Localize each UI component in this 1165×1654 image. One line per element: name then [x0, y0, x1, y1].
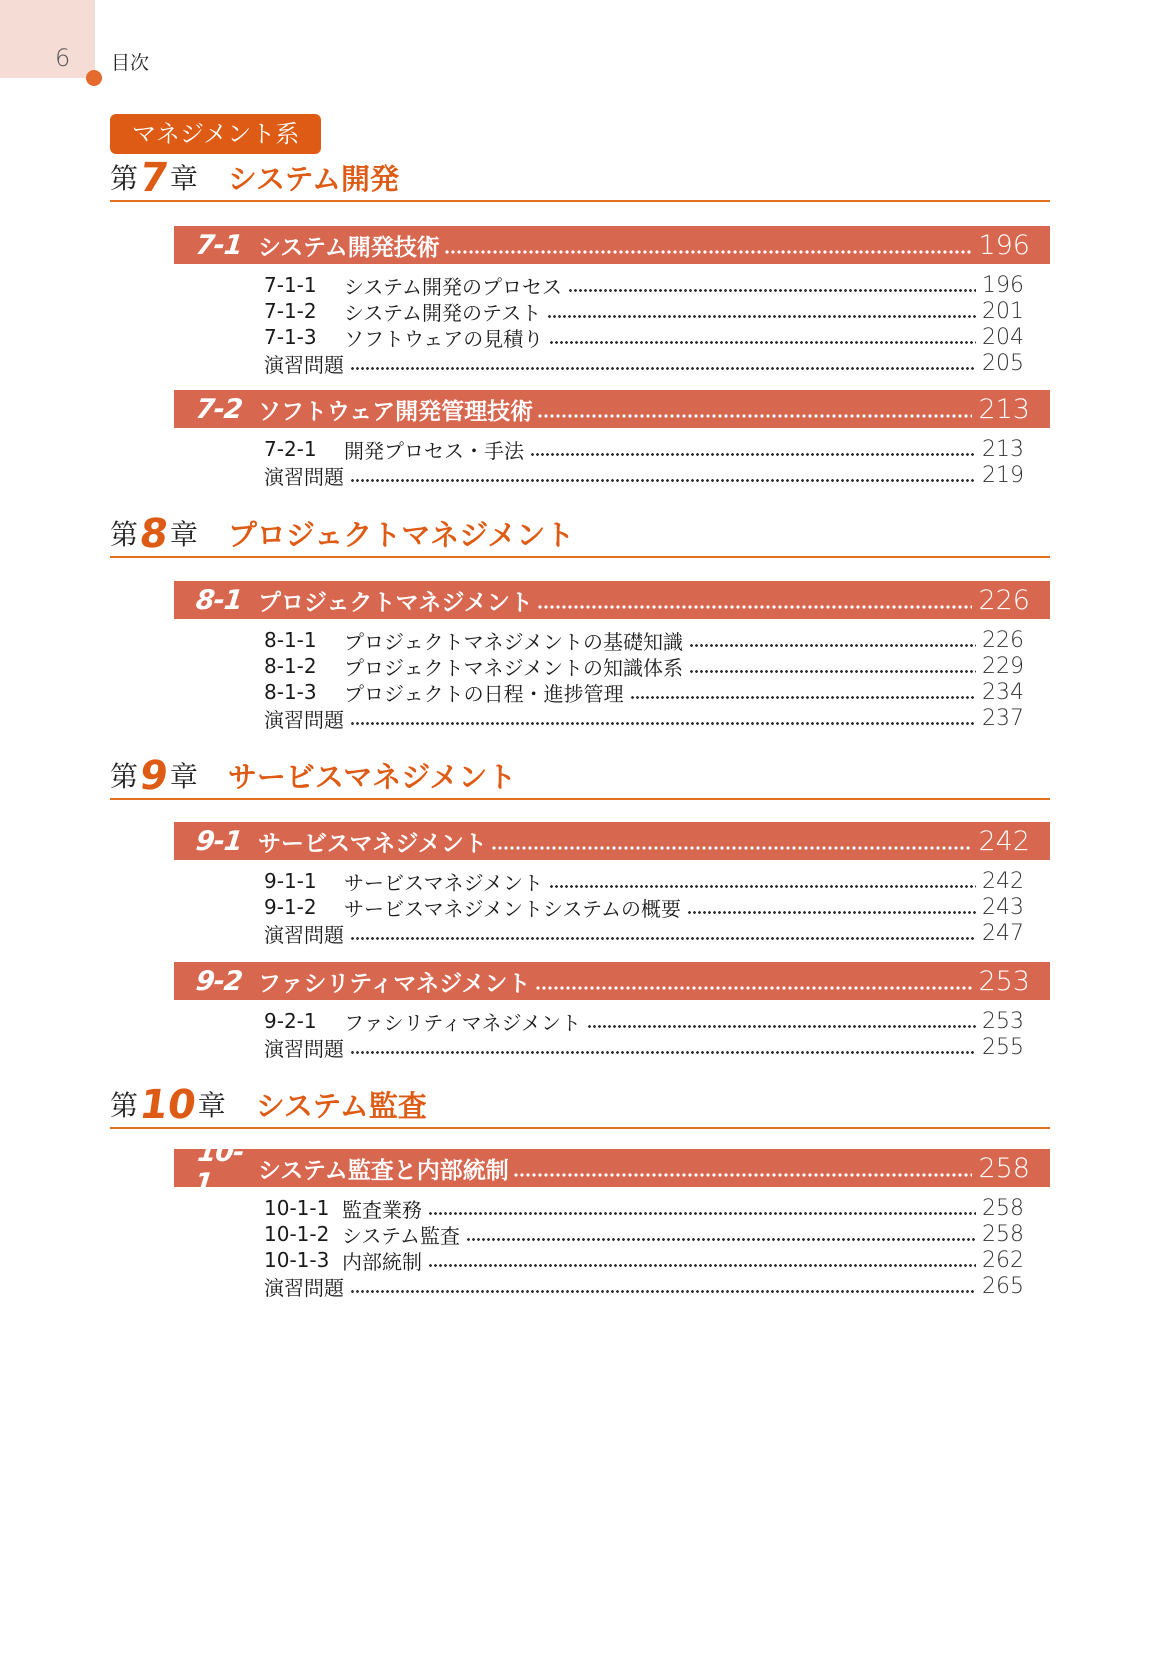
entry-page: 242 — [982, 868, 1024, 894]
section-page: 196 — [978, 229, 1030, 261]
page-number: 6 — [55, 44, 71, 72]
toc-entry[interactable] — [264, 298, 1024, 324]
leader-dots — [689, 643, 976, 648]
toc-entry-exercise[interactable] — [264, 1034, 1024, 1060]
entry-page: 205 — [982, 350, 1024, 376]
section-number: 9-1 — [194, 825, 244, 857]
chapter-title: システム監査 — [255, 1089, 427, 1123]
entry-title: プロジェクトの日程・進捗管理 — [344, 681, 624, 706]
entry-title: サービスマネジメントシステムの概要 — [344, 896, 681, 921]
entry-page: 265 — [982, 1273, 1024, 1299]
toc-entry[interactable] — [264, 1247, 1024, 1273]
leader-dots — [547, 314, 976, 319]
chapter-heading-7[interactable] — [110, 155, 1050, 202]
section-number: 7-1 — [194, 229, 244, 261]
entry-number: 8-1-3 — [264, 680, 317, 704]
toc-entry[interactable] — [264, 894, 1024, 920]
entry-number: 7-2-1 — [264, 437, 317, 461]
entry-page: 229 — [982, 653, 1024, 679]
section-number: 8-1 — [194, 584, 244, 616]
section-10-1[interactable] — [174, 1137, 1050, 1199]
entry-number: 9-2-1 — [264, 1009, 317, 1033]
toc-entry[interactable] — [264, 627, 1024, 653]
chapter-title: システム開発 — [227, 162, 399, 196]
leader-dots — [444, 249, 973, 255]
chapter-number: 9 — [136, 753, 172, 799]
leader-dots — [530, 452, 976, 457]
leader-dots — [350, 1289, 976, 1294]
leader-dots — [687, 910, 976, 915]
chapter-prefix: 第 — [110, 760, 139, 793]
entry-title: 演習問題 — [264, 1275, 344, 1300]
leader-dots — [537, 413, 972, 419]
leader-dots — [535, 985, 973, 991]
entry-page: 255 — [982, 1034, 1024, 1060]
section-title: システム監査と内部統制 — [258, 1157, 509, 1184]
leader-dots — [568, 288, 976, 293]
category-badge: マネジメント系 — [110, 114, 321, 154]
entry-number: 10-1-2 — [264, 1222, 330, 1246]
entry-page: 262 — [982, 1247, 1024, 1273]
toc-entry[interactable] — [264, 868, 1024, 894]
entry-title: 内部統制 — [342, 1249, 422, 1274]
toc-entry[interactable] — [264, 679, 1024, 705]
entry-number: 7-1-3 — [264, 325, 317, 349]
entry-number: 9-1-1 — [264, 869, 317, 893]
leader-dots — [350, 366, 976, 371]
section-title: システム開発技術 — [258, 234, 440, 261]
leader-dots — [350, 721, 976, 726]
toc-label: 目次 — [111, 52, 150, 74]
section-page: 213 — [978, 393, 1030, 425]
entry-title: システム開発のプロセス — [344, 274, 562, 299]
entry-title: 演習問題 — [264, 464, 344, 489]
chapter-title: プロジェクトマネジメント — [227, 518, 575, 552]
entry-page: 226 — [982, 627, 1024, 653]
entry-page: 247 — [982, 920, 1024, 946]
entry-page: 258 — [982, 1221, 1024, 1247]
section-page: 242 — [978, 825, 1030, 857]
leader-dots — [513, 1172, 973, 1178]
leader-dots — [537, 604, 973, 610]
entry-page: 243 — [982, 894, 1024, 920]
leader-dots — [350, 478, 976, 483]
section-number: 9-2 — [194, 965, 244, 997]
toc-entry[interactable] — [264, 272, 1024, 298]
entry-number: 9-1-2 — [264, 895, 317, 919]
chapter-heading-10[interactable] — [110, 1082, 1050, 1129]
chapter-number: 7 — [136, 155, 172, 201]
entry-title: システム開発のテスト — [344, 300, 542, 325]
entry-page: 204 — [982, 324, 1024, 350]
entry-page: 258 — [982, 1195, 1024, 1221]
entry-page: 234 — [982, 679, 1024, 705]
entry-number: 10-1-3 — [264, 1248, 330, 1272]
section-8-1[interactable] — [174, 581, 1050, 619]
section-title: ファシリティマネジメント — [258, 970, 531, 997]
leader-dots — [466, 1237, 976, 1242]
section-title: プロジェクトマネジメント — [258, 589, 533, 616]
chapter-number: 10 — [136, 1082, 199, 1128]
entry-number: 10-1-1 — [264, 1196, 330, 1220]
entry-title: 演習問題 — [264, 707, 344, 732]
leader-dots — [428, 1211, 976, 1216]
leader-dots — [689, 669, 976, 674]
section-7-2[interactable] — [174, 390, 1050, 428]
section-title: サービスマネジメント — [258, 830, 487, 857]
leader-dots — [549, 340, 976, 345]
chapter-title: サービスマネジメント — [227, 760, 517, 794]
page-corner-tab — [0, 0, 95, 78]
entry-title: 開発プロセス・手法 — [344, 438, 524, 463]
entry-page: 201 — [982, 298, 1024, 324]
chapter-suffix: 章 — [197, 1089, 226, 1122]
entry-page: 219 — [982, 462, 1024, 488]
leader-dots — [428, 1263, 976, 1268]
section-number: 7-2 — [194, 393, 244, 425]
toc-entry-exercise[interactable] — [264, 350, 1024, 376]
section-9-2[interactable] — [174, 962, 1050, 1000]
entry-page: 213 — [982, 436, 1024, 462]
section-title: ソフトウェア開発管理技術 — [258, 398, 534, 425]
toc-entry[interactable] — [264, 324, 1024, 350]
leader-dots — [630, 695, 976, 700]
entry-title: 演習問題 — [264, 922, 344, 947]
entry-title: ファシリティマネジメント — [344, 1010, 581, 1035]
chapter-suffix: 章 — [169, 162, 198, 195]
entry-page: 237 — [982, 705, 1024, 731]
entry-page: 196 — [982, 272, 1024, 298]
chapter-prefix: 第 — [110, 518, 139, 551]
entry-title: プロジェクトマネジメントの知識体系 — [344, 655, 683, 680]
entry-number: 7-1-1 — [264, 273, 317, 297]
chapter-heading-8[interactable] — [110, 511, 1050, 558]
leader-dots — [350, 1050, 976, 1055]
leader-dots — [587, 1024, 976, 1029]
toc-entry[interactable] — [264, 653, 1024, 679]
chapter-heading-9[interactable] — [110, 753, 1050, 800]
toc-entry[interactable] — [264, 436, 1024, 462]
toc-entry-exercise[interactable] — [264, 462, 1024, 488]
chapter-number: 8 — [136, 511, 172, 557]
entry-title: 監査業務 — [342, 1197, 422, 1222]
leader-dots — [350, 936, 976, 941]
entry-number: 7-1-2 — [264, 299, 317, 323]
chapter-prefix: 第 — [110, 162, 139, 195]
entry-title: プロジェクトマネジメントの基礎知識 — [344, 629, 683, 654]
section-7-1[interactable] — [174, 226, 1050, 264]
section-number: 10-1 — [192, 1137, 246, 1199]
section-page: 253 — [978, 965, 1030, 997]
toc-entry[interactable] — [264, 1221, 1024, 1247]
entry-title: 演習問題 — [264, 1036, 344, 1061]
toc-entry-exercise[interactable] — [264, 705, 1024, 731]
leader-dots — [549, 884, 976, 889]
leader-dots — [491, 845, 973, 851]
entry-title: 演習問題 — [264, 352, 344, 377]
chapter-suffix: 章 — [169, 518, 198, 551]
chapter-suffix: 章 — [169, 760, 198, 793]
section-9-1[interactable] — [174, 822, 1050, 860]
toc-entry[interactable] — [264, 1195, 1024, 1221]
toc-entry-exercise[interactable] — [264, 920, 1024, 946]
entry-title: サービスマネジメント — [344, 870, 543, 895]
section-page: 258 — [978, 1152, 1030, 1184]
toc-entry[interactable] — [264, 1008, 1024, 1034]
entry-title: システム監査 — [342, 1223, 460, 1248]
page-marker-dot — [86, 70, 102, 86]
chapter-prefix: 第 — [110, 1089, 139, 1122]
toc-entry-exercise[interactable] — [264, 1273, 1024, 1299]
entry-number: 8-1-2 — [264, 654, 317, 678]
section-page: 226 — [978, 584, 1030, 616]
entry-title: ソフトウェアの見積り — [344, 326, 544, 351]
entry-number: 8-1-1 — [264, 628, 317, 652]
entry-page: 253 — [982, 1008, 1024, 1034]
